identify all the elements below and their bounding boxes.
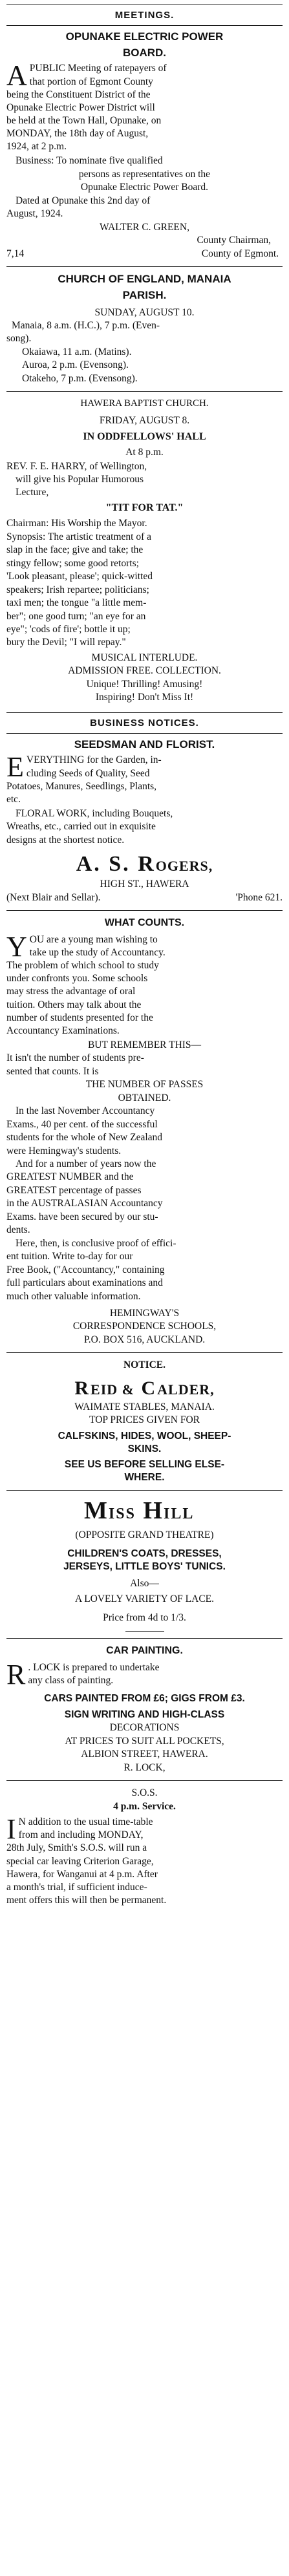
sos-line: from and including MONDAY, xyxy=(18,1829,144,1841)
hill-line: CHILDREN'S COATS, DRESSES, xyxy=(67,1548,222,1559)
car-sign-4: ALBION STREET, HAWERA. xyxy=(81,1749,208,1760)
counts-line: may stress the advantage of oral xyxy=(6,986,136,997)
hill-lace: A LOVELY VARIETY OF LACE. xyxy=(74,1593,215,1605)
synopsis-line: bury the Devil; "I will repay." xyxy=(6,637,126,648)
seedsman-next: (Next Blair and Sellar). xyxy=(6,891,101,903)
opunake-title-2: BOARD. xyxy=(122,46,167,59)
counts-line: number of students presented for the xyxy=(6,1012,153,1023)
miss-hill-name: MISS HILL xyxy=(84,1497,195,1525)
opunake-line: that portion of Egmont County xyxy=(29,76,153,87)
car-cars: CARS PAINTED FROM £6; GIGS FROM £3. xyxy=(44,1693,245,1705)
counts-school-3: P.O. BOX 516, AUCKLAND. xyxy=(83,1334,206,1345)
counts-line: tuition. Others may talk about the xyxy=(6,999,142,1010)
hill-also: Also— xyxy=(130,1578,159,1590)
counts-line: take up the study of Accountancy. xyxy=(29,946,166,958)
divider xyxy=(6,1638,283,1639)
divider xyxy=(6,266,283,267)
sos-body xyxy=(6,1813,283,1907)
opunake-business-3: Opunake Electric Power Board. xyxy=(80,182,209,193)
divider xyxy=(6,1780,283,1781)
opunake-role-2: County of Egmont. xyxy=(201,248,279,259)
car-title: CAR PAINTING. xyxy=(106,1645,183,1657)
floral-line: Wreaths, etc., carried out in exquisite xyxy=(6,821,156,833)
car-sign-5: R. LOCK, xyxy=(123,1762,166,1773)
reid-calder-notice xyxy=(6,1359,283,1484)
sos-line: Hawera, for Wanganui at 4 p.m. After xyxy=(6,1868,158,1880)
synopsis-line: taxi men; the tongue "a little mem- xyxy=(6,597,147,609)
sos-sub: 4 p.m. Service. xyxy=(113,1800,176,1812)
opunake-notice xyxy=(6,30,283,261)
opunake-sig-row xyxy=(6,248,283,261)
hill-opposite: (OPPOSITE GRAND THEATRE) xyxy=(75,1529,214,1541)
opunake-body xyxy=(6,59,283,153)
business-rule-top xyxy=(6,712,283,713)
synopsis-line: eye"; 'cods of fire'; bottle it up; xyxy=(6,624,131,635)
seedsman-line: VERYTHING for the Garden, in- xyxy=(26,754,162,766)
car-line: . LOCK is prepared to undertake xyxy=(28,1661,160,1673)
reid-calder-firm: REID & CALDER, xyxy=(74,1377,215,1399)
counts-dropcap: Y xyxy=(6,930,27,963)
synopsis-line: stingy fellow; some good retorts; xyxy=(6,557,139,569)
sos-line: ment offers this will then be permanent. xyxy=(6,1895,167,1906)
manaia-title-2: PARISH. xyxy=(122,288,167,301)
manaia-line-2: song). xyxy=(6,333,32,345)
baptist-chairman: Chairman: His Worship the Mayor. xyxy=(6,518,147,529)
counts-line: The problem of which school to study xyxy=(6,960,159,972)
sos-line: 28th July, Smith's S.O.S. will run a xyxy=(6,1842,147,1854)
counts-isnt: It isn't the number of students pre- sented that counts. It is xyxy=(6,1052,144,1077)
opunake-business-2: persons as representatives on the xyxy=(78,168,211,180)
synopsis-line: Synopsis: The artistic treatment of a xyxy=(6,531,151,542)
sos-title: S.O.S. xyxy=(131,1787,158,1799)
hill-line: JERSEYS, LITTLE BOYS' TUNICS. xyxy=(63,1560,226,1572)
counts-school-2: CORRESPONDENCE SCHOOLS, xyxy=(72,1321,217,1332)
notice-line: SKINS. xyxy=(127,1443,162,1454)
opunake-line: 1924, at 2 p.m. xyxy=(6,141,67,153)
notice-line: TOP PRICES GIVEN FOR xyxy=(89,1414,200,1426)
baptist-title: HAWERA BAPTIST CHURCH. xyxy=(80,398,209,409)
manaia-auroa: Auroa, 2 p.m. (Evensong). xyxy=(22,359,129,371)
opunake-dropcap: A xyxy=(6,59,27,92)
opunake-line: PUBLIC Meeting of ratepayers of xyxy=(29,63,167,74)
short-divider xyxy=(125,1631,164,1632)
car-dropcap: R xyxy=(6,1658,26,1690)
notice-line: SEE US BEFORE SELLING ELSE- xyxy=(64,1459,225,1470)
baptist-date: FRIDAY, AUGUST 8. xyxy=(99,415,190,427)
synopsis-line: slap in the face; give and take; the xyxy=(6,544,144,556)
baptist-interlude: MUSICAL INTERLUDE. xyxy=(91,652,198,663)
seedsman-address: HIGH ST., HAWERA xyxy=(100,878,189,890)
meetings-header: MEETINGS. xyxy=(114,10,175,21)
seedsman-floral xyxy=(6,807,283,847)
counts-notice xyxy=(6,917,283,1347)
car-body xyxy=(6,1658,283,1690)
notice-line: CALFSKINS, HIDES, WOOL, SHEEP- xyxy=(58,1430,231,1442)
opunake-ref: 7,14 xyxy=(6,248,25,259)
seedsman-body xyxy=(6,751,283,806)
baptist-body xyxy=(6,460,283,499)
notice-title: NOTICE. xyxy=(123,1359,166,1371)
car-line: any class of painting. xyxy=(28,1675,114,1687)
baptist-notice xyxy=(6,398,283,704)
counts-line: OU are a young man wishing to xyxy=(29,933,158,945)
sos-dropcap: I xyxy=(6,1813,16,1846)
baptist-line: REV. F. E. HARRY, of Wellington, xyxy=(6,460,147,472)
seedsman-notice xyxy=(6,738,283,905)
meetings-rule xyxy=(6,25,283,26)
seedsman-line: cluding Seeds of Quality, Seed xyxy=(26,767,150,779)
opunake-role-1: County Chairman, xyxy=(197,235,271,246)
counts-here: Here, then, is conclusive proof of effici- ent tuition. Write to-day for our Free Book, ("Accountancy," containing full particulars about examinations and much other valuable information. xyxy=(6,1237,177,1302)
manaia-date: SUNDAY, AUGUST 10. xyxy=(94,306,195,318)
car-painting-notice xyxy=(6,1645,283,1774)
baptist-synopsis xyxy=(6,531,283,650)
floral-line: designs at the shortest notice. xyxy=(6,834,125,846)
manaia-title-1: CHURCH OF ENGLAND, MANAIA xyxy=(58,273,231,286)
baptist-line: will give his Popular Humorous xyxy=(16,474,144,485)
counts-title: WHAT COUNTS. xyxy=(104,917,185,929)
sos-line: special car leaving Criterion Garage, xyxy=(6,1855,154,1867)
seedsman-line: etc. xyxy=(6,793,21,805)
baptist-tag-1: Unique! Thrilling! Amusing! xyxy=(86,678,203,690)
floral-line: FLORAL WORK, including Bouquets, xyxy=(16,808,173,820)
car-sign-2: DECORATIONS xyxy=(109,1722,180,1734)
baptist-tag-2: Inspiring! Don't Miss It! xyxy=(95,692,194,703)
opunake-business-1: Business: To nominate five qualified xyxy=(16,155,163,167)
opunake-signer: WALTER C. GREEN, xyxy=(100,221,189,233)
car-sign-3: AT PRICES TO SUIT ALL POCKETS, xyxy=(65,1735,224,1747)
opunake-line: Opunake Electric Power District will xyxy=(6,101,155,113)
notice-line: WHERE. xyxy=(124,1472,165,1484)
counts-line: under confronts you. Some schools xyxy=(6,973,148,985)
seedsman-firm: A. S. ROGERS, xyxy=(76,852,213,877)
divider xyxy=(6,910,283,911)
seedsman-title: SEEDSMAN AND FLORIST. xyxy=(74,738,215,750)
baptist-venue: IN ODDFELLOWS' HALL xyxy=(83,431,206,442)
business-header: BUSINESS NOTICES. xyxy=(90,717,199,729)
opunake-line: be held at the Town Hall, Opunake, on xyxy=(6,115,162,127)
divider xyxy=(6,1490,283,1491)
manaia-okaiawa: Okaiawa, 11 a.m. (Matins). xyxy=(22,346,132,357)
manaia-otakeho: Otakeho, 7 p.m. (Evensong). xyxy=(22,372,138,384)
seedsman-dropcap: E xyxy=(6,751,24,783)
seedsman-phone: 'Phone 621. xyxy=(235,891,283,903)
sos-line: N addition to the usual time-table xyxy=(18,1816,153,1828)
business-rule xyxy=(6,733,283,734)
notice-line: WAIMATE STABLES, MANAIA. xyxy=(74,1401,215,1412)
opunake-dated: Dated at Opunake this 2nd day of xyxy=(16,195,151,206)
counts-body xyxy=(6,930,283,1038)
counts-school-1: HEMINGWAY'S xyxy=(109,1308,180,1319)
divider xyxy=(6,1352,283,1353)
sos-line: a month's trial, if sufficient induce- xyxy=(6,1881,147,1893)
manaia-line-1: Manaia, 8 a.m. (H.C.), 7 p.m. (Even- xyxy=(12,320,160,331)
opunake-title-1: OPUNAKE ELECTRIC POWER xyxy=(65,30,224,43)
counts-obtained: OBTAINED. xyxy=(118,1092,171,1103)
miss-hill-notice xyxy=(6,1496,283,1624)
seedsman-contact xyxy=(6,891,283,904)
counts-but: BUT REMEMBER THIS— xyxy=(87,1039,202,1050)
baptist-lecture: "TIT FOR TAT." xyxy=(105,502,184,514)
divider xyxy=(6,391,283,392)
seedsman-line: Potatoes, Manures, Seedlings, Plants, xyxy=(6,780,157,792)
baptist-time: At 8 p.m. xyxy=(125,446,164,458)
counts-line: Accountancy Examinations. xyxy=(6,1025,120,1036)
baptist-admission: ADMISSION FREE. COLLECTION. xyxy=(68,665,221,677)
synopsis-line: ber"; one good turn; "an eye for an xyxy=(6,610,146,622)
manaia-notice xyxy=(6,273,283,385)
synopsis-line: 'Look pleasant, please'; quick-witted xyxy=(6,571,153,582)
opunake-dated-2: August, 1924. xyxy=(6,208,63,220)
counts-and: And for a number of years now the GREATEST NUMBER and the GREATEST percentage of passes in the AUSTRALASIAN Accountancy Exams. have been secured by our stu- dents. xyxy=(6,1158,163,1236)
car-sign-1: SIGN WRITING AND HIGH-CLASS xyxy=(64,1709,225,1721)
synopsis-line: speakers; Irish repartee; politicians; xyxy=(6,584,149,595)
opunake-line: MONDAY, the 18th day of August, xyxy=(6,128,149,140)
sos-notice xyxy=(6,1787,283,1907)
opunake-line: being the Constituent District of the xyxy=(6,89,151,100)
counts-number-passes: THE NUMBER OF PASSES xyxy=(85,1079,204,1091)
baptist-line: Lecture, xyxy=(16,487,49,498)
hill-price: Price from 4d to 1/3. xyxy=(103,1612,186,1623)
counts-last: In the last November Accountancy Exams., 40 per cent. of the successful students for the whole of New Zealand were Hemingway's students. xyxy=(6,1105,163,1156)
